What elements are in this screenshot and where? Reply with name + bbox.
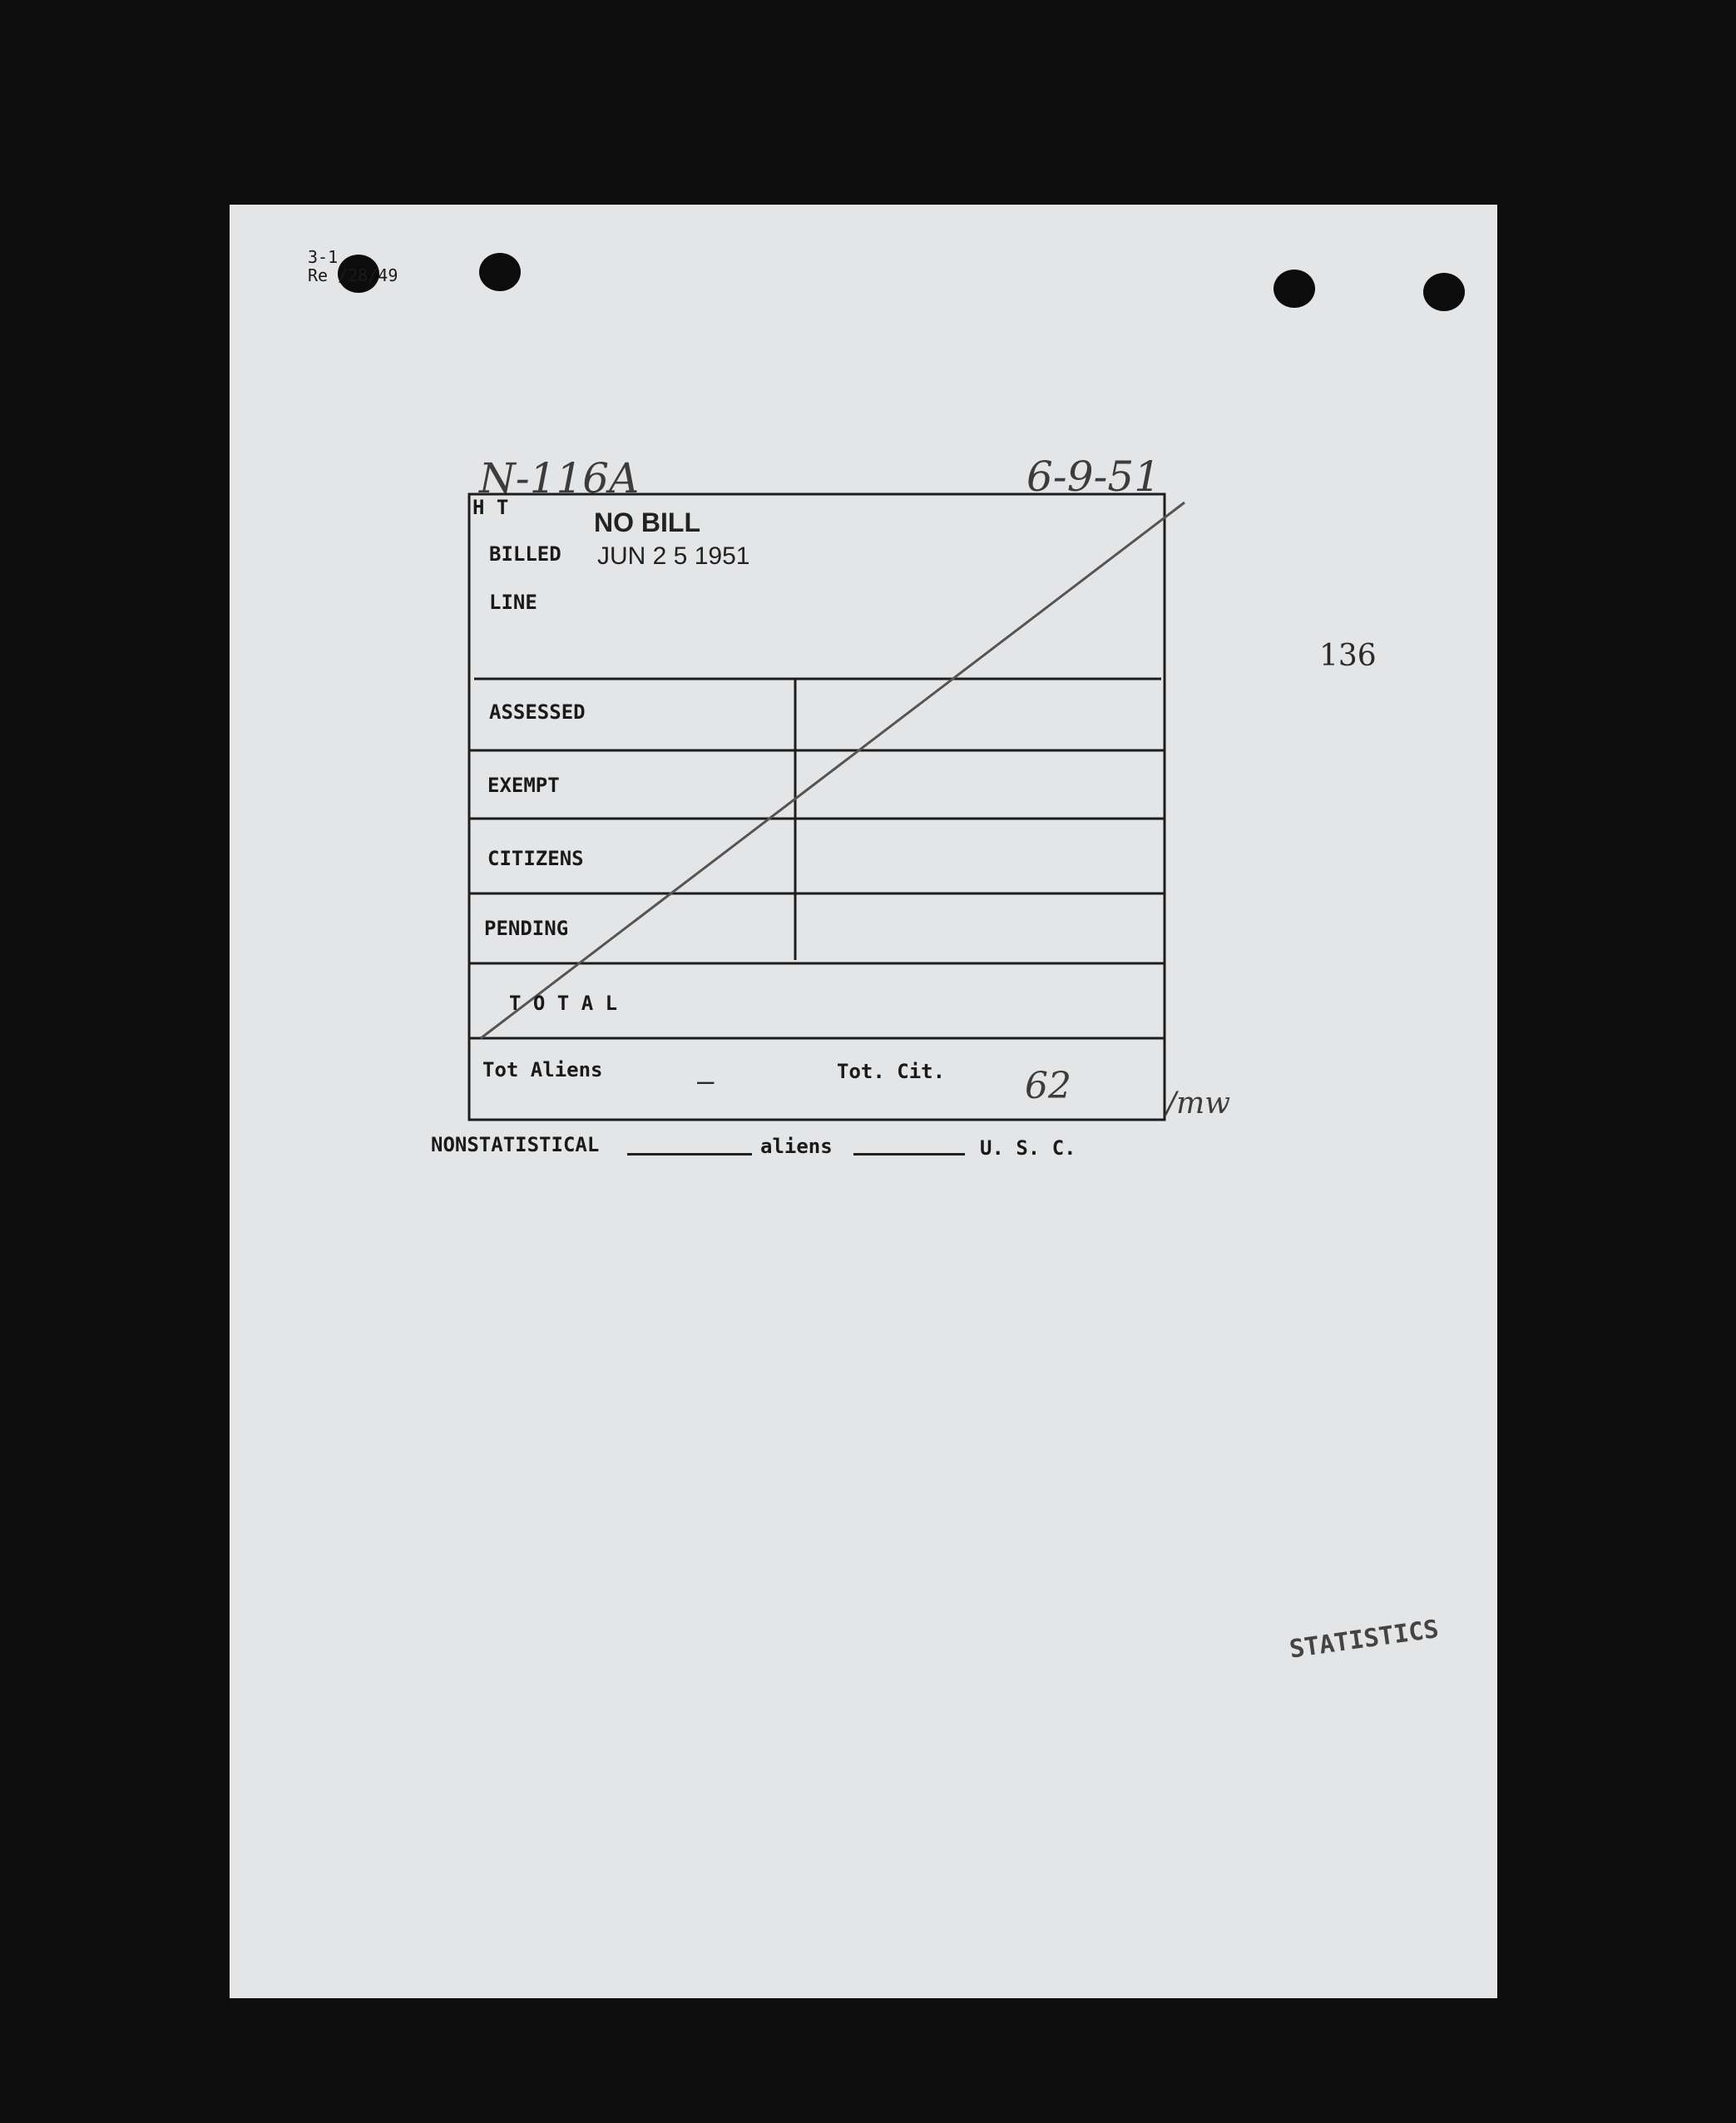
form-revision: Re /28/49: [308, 265, 398, 285]
tot-aliens-dash: —: [697, 1065, 715, 1098]
label-billed: BILLED: [489, 542, 561, 566]
aliens-blank: [853, 1153, 965, 1156]
handwritten-initials: /mw: [1166, 1086, 1231, 1121]
row-label-citizens: CITIZENS: [487, 847, 584, 870]
statistics-stamp: STATISTICS: [1288, 1614, 1441, 1665]
handwritten-count: 62: [1025, 1065, 1071, 1107]
nonstatistical-label: NONSTATISTICAL: [431, 1133, 600, 1156]
billed-date-stamp: JUN 2 5 1951: [597, 542, 750, 570]
form-table-lines: [230, 205, 1497, 1998]
usc-label: U. S. C.: [980, 1136, 1076, 1160]
row-label-exempt: EXEMPT: [487, 774, 560, 797]
label-ht: H T: [472, 496, 509, 519]
tot-aliens-label: Tot Aliens: [482, 1058, 603, 1081]
total-label: T O T A L: [509, 992, 618, 1015]
row-label-assessed: ASSESSED: [489, 700, 586, 724]
page-number: 136: [1319, 639, 1377, 673]
document-page: [230, 205, 1497, 1998]
label-line: LINE: [489, 591, 537, 614]
handwritten-date: 6-9-51: [1026, 453, 1161, 501]
form-number-line1: 3-1: [308, 247, 339, 267]
diagonal-cancel-stroke: [481, 502, 1185, 1038]
nonstatistical-blank: [627, 1153, 752, 1156]
row-label-pending: PENDING: [484, 917, 569, 940]
no-bill-stamp: NO BILL: [594, 507, 700, 537]
tot-cit-label: Tot. Cit.: [837, 1060, 946, 1083]
aliens-label: aliens: [760, 1135, 833, 1158]
file-number: N-116A: [479, 454, 640, 502]
